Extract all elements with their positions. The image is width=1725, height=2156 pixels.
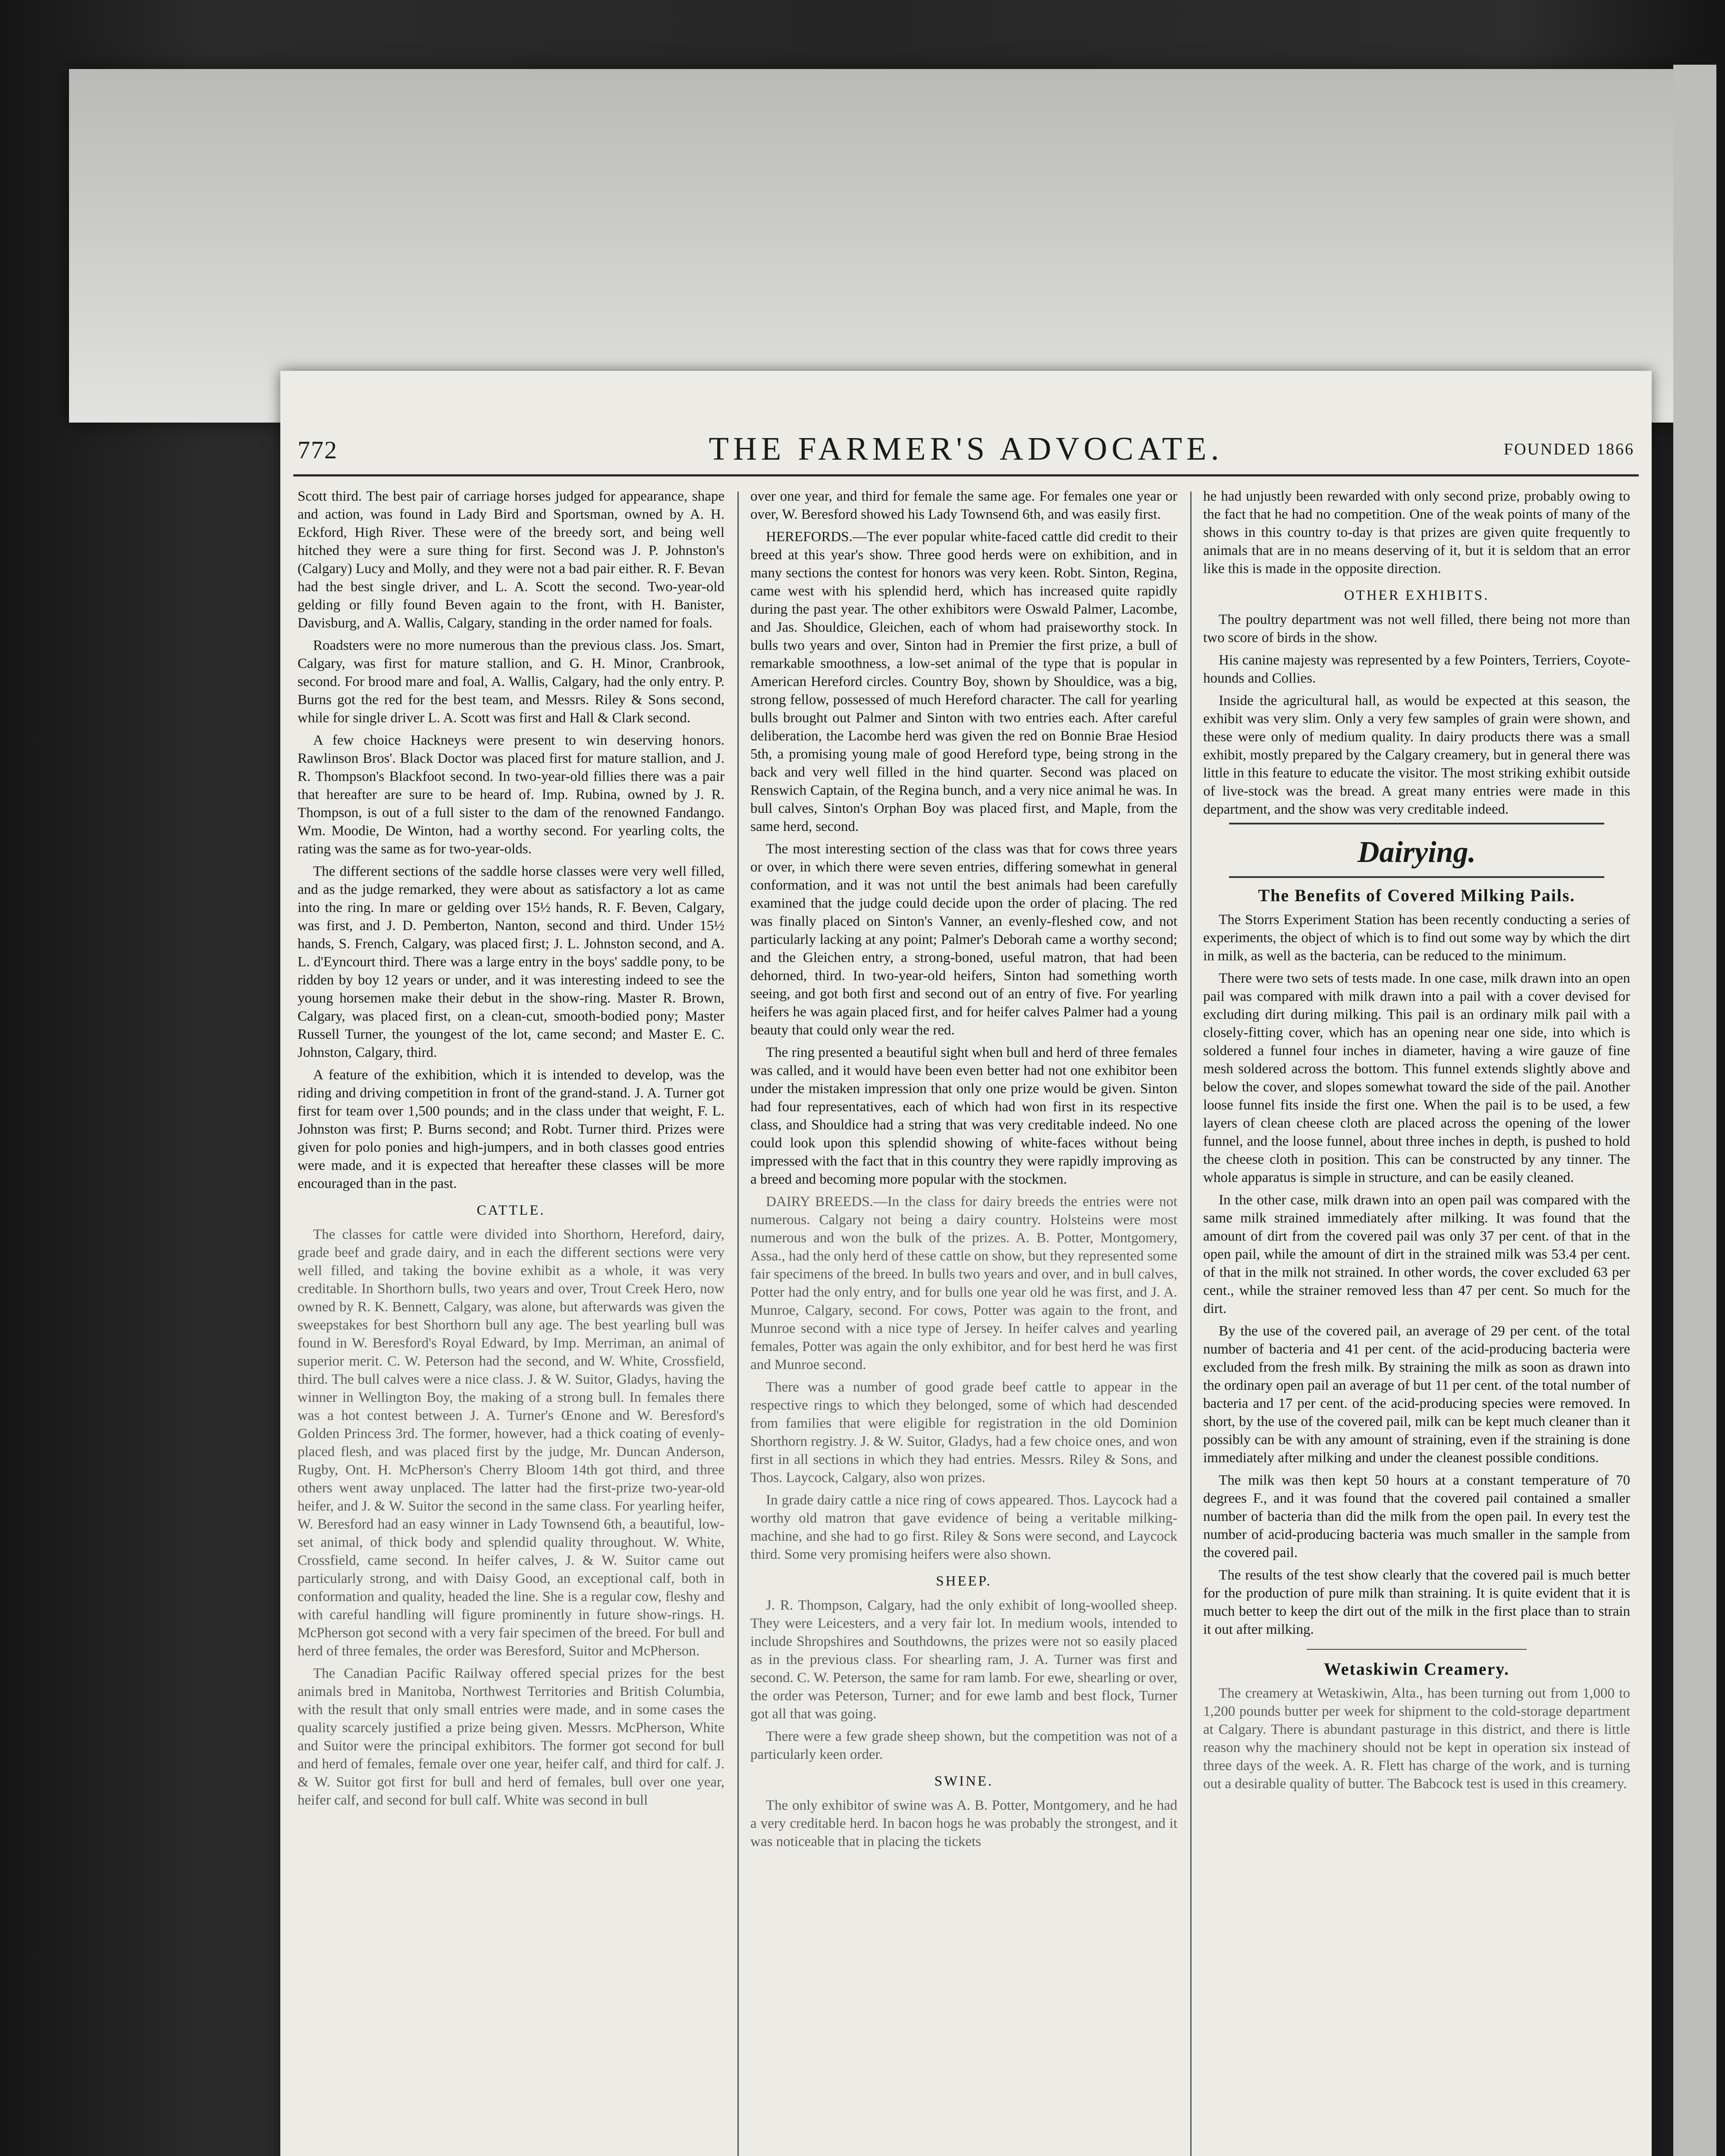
underlying-sheet-edge xyxy=(1673,65,1716,2156)
paragraph: The only exhibitor of swine was A. B. Potter, Montgomery, and he had a very creditable herd. In bacon hogs he was probably the strongest, and it was noticeable that in placing the tickets xyxy=(750,1798,1177,1849)
column-2 xyxy=(750,487,1177,2156)
paragraph: over one year, and third for female the same age. For females one year or over, W. Beresford showed his Lady Townsend 6th, and was easily first. xyxy=(750,489,1177,522)
newspaper-page xyxy=(280,371,1652,2156)
founded-line: FOUNDED 1866 xyxy=(1503,440,1634,458)
dairy-breeds-paragraph: DAIRY BREEDS.—In the class for dairy breeds the entries were not numerous. Calgary not being a dairy country. Holsteins were most numerous and won the bulk of the prizes. A. B. Potter, Montgomery, Assa., had the only herd of these cattle on show, but they represented some fair specimens of the breed. In bulls two years and over, and in bull calves, Potter had the only entry, and for bulls one year old he was first, and J. A. Munroe, Calgary, second. For cows, Potter was again to the front, and Munroe second with a nice type of Jersey. In heifer calves and yearling females, Potter was again the only exhibitor, and for best herd he was first and Munroe second. xyxy=(750,1194,1177,1373)
other-exhibits-heading: OTHER EXHIBITS. xyxy=(1344,588,1490,603)
department-rule xyxy=(1229,823,1604,824)
paragraph: The Storrs Experiment Station has been recently conducting a series of experiments, the object of which is to find out some way by which the dirt in milk, as well as the bacteria, can be reduced to the minimum. xyxy=(1203,912,1630,964)
paragraph: A feature of the exhibition, which it is intended to develop, was the riding and driving competition in front of the grand-stand. J. A. Turner got first for team over 1,500 pounds; and in the class under that weight, F. L. Johnston was first; P. Burns second; and Robt. Turner third. Prizes were given for polo ponies and high-jumpers, and in both classes good entries were made, and it is expected that hereafter these classes will be more encouraged than in the past. xyxy=(298,1067,724,1191)
underlying-sheet xyxy=(69,69,1690,423)
paragraph: His canine majesty was represented by a few Pointers, Terriers, Coyote-hounds and Collies. xyxy=(1203,652,1630,686)
column-rule xyxy=(1190,492,1192,2156)
paragraph: The ring presented a beautiful sight when bull and herd of three females was called, and it would have been even better had not one exhibitor been under the mistaken impression that only one prize would be given. Sinton had four representatives, each of which had won first in its respective class, and Shouldice had a string that was very creditable indeed. No one could look upon this splendid showing of white-faces without being impressed with the fact that in this country they were rapidly improving as a breed and becoming more popular with the stockmen. xyxy=(750,1045,1177,1187)
article-heading: Wetaskiwin Creamery. xyxy=(1324,1659,1510,1679)
herefords-paragraph: HEREFORDS.—The ever popular white-faced cattle did credit to their breed at this year's show. Three good herds were on exhibition, and in many sections the contest for honors was very keen. Robt. Sinton, Regina, came west with his splendid herd, which has increased quite rapidly during the past year. The other exhibitors were Oswald Palmer, Lacombe, and Jas. Shouldice, Gleichen, each of whom had praiseworthy stock. In bulls two years and over, Sinton had in Premier the first prize, a bull of remarkable smoothness, a low-set animal of the type that is popular in American Hereford circles. Country Boy, shown by Shouldice, was a big, strong fellow, possessed of much Hereford character. The call for yearling bulls brought out Palmer and Sinton with two entries each. After careful deliberation, the Lacombe herd was given the red on Bonnie Brae Hesiod 5th, a promising young male of good Hereford type, being strong in the back and very well filled in the hind quarter. Second was placed on Renswich Captain, of the Regina bunch, and a very nice animal he was. In bull calves, Sinton's Orphan Boy was placed first, and Maple, from the same herd, second. xyxy=(750,529,1177,834)
paragraph: By the use of the covered pail, an average of 29 per cent. of the total number of bacteria and 41 per cent. of the acid-producing bacteria were excluded from the fresh milk. By straining the milk as soon as drawn into the ordinary open pail an average of but 11 per cent. of the total number of bacteria and 17 per cent. of the acid-producing species were removed. In short, by the use of the covered pail, milk can be kept much cleaner than it possibly can be with any amount of straining, even if the straining is done immediately after milking and under the cleanest possible conditions. xyxy=(1203,1323,1630,1466)
article-rule xyxy=(1307,1649,1527,1650)
department-heading: Dairying. xyxy=(1357,836,1476,869)
paragraph: The milk was then kept 50 hours at a constant temperature of 70 degrees F., and it was found that the covered pail contained a smaller number of bacteria than did the milk from the open pail. In every test the number of acid-producing bacteria was much smaller in the sample from the covered pail. xyxy=(1203,1473,1630,1561)
paragraph: J. R. Thompson, Calgary, had the only exhibit of long-woolled sheep. They were Leicesters, and a very fair lot. In medium wools, intended to include Shropshires and Southdowns, the prizes were not so easily placed as in the previous class. For shearling ram, J. A. Turner was first and second. C. W. Peterson, the same for ram lamb. For ewe, shearling or over, the order was Peterson, Turner; and for ewe lamb and best flock, Turner got all that was going. xyxy=(750,1598,1177,1722)
page-number: 772 xyxy=(298,436,338,464)
paragraph: The most interesting section of the class was that for cows three years or over, in which there were seven entries, differing somewhat in general conformation, and it was not until the best animals had been carefully examined that the judge could decide upon the order of placing. The red was finally placed on Sinton's Vanner, an evenly-fleshed cow, and not particularly lacking at any point; Palmer's Deborah came a worthy second; and the Gleichen entry, a strong-boned, useful matron, that had been dehorned, third. In two-year-old heifers, Sinton had something worth seeing, and got both first and second out of an entry of five. For yearling heifers he was again placed first, and for heifer calves Palmer had a young beauty that could only wear the red. xyxy=(750,841,1177,1038)
page-header xyxy=(280,427,1652,466)
paragraph: In grade dairy cattle a nice ring of cows appeared. Thos. Laycock had a worthy old matron that gave evidence of being a veritable milking-machine, and she had to go first. Riley & Sons were second, and Laycock third. Some very promising heifers were also shown. xyxy=(750,1492,1177,1562)
paragraph: There were a few grade sheep shown, but the competition was not of a particularly keen order. xyxy=(750,1729,1177,1762)
column-1 xyxy=(298,487,724,2156)
paragraph: There were two sets of tests made. In one case, milk drawn into an open pail was compared with milk drawn into a pail with a cover devised for excluding dirt during milking. This pail is an ordinary milk pail with a closely-fitting cover, which has an opening near one side, into which is soldered a funnel four inches in diameter, having a wire gauze of fine mesh soldered across the bottom. This funnel extends slightly above and below the cover, and slopes somewhat toward the side of the pail. Another loose funnel fits inside the first one. When the pail is to be used, a few layers of clean cheese cloth are placed across the opening of the lower funnel, and the loose funnel, about three inches in depth, is pushed to hold the cheese cloth in position. This can be constructed by any tinner. The whole apparatus is simple in structure, and can be easily cleaned. xyxy=(1203,971,1630,1185)
department-rule xyxy=(1229,876,1604,878)
sheep-heading: SHEEP. xyxy=(936,1573,992,1589)
paragraph: The poultry department was not well filled, there being not more than two score of birds in the show. xyxy=(1203,612,1630,646)
paragraph: A few choice Hackneys were present to win deserving honors. Rawlinson Bros'. Black Doctor was placed first for mature stallion, and J. R. Thompson's Blackfoot second. In two-year-old fillies there was a pair that hereafter are sure to be heard of. Imp. Rubina, owned by J. R. Thompson, is out of a full sister to the dam of the renowned Fandango. Wm. Moodie, De Winton, had a worthy second. For yearling colts, the rating was the same as for two-year-olds. xyxy=(298,733,724,857)
paragraph: Roadsters were no more numerous than the previous class. Jos. Smart, Calgary, was first for mature stallion, and G. H. Minor, Cranbrook, second. For brood mare and foal, A. Wallis, Calgary, had the only entry. P. Burns got the red for the best team, and Messrs. Riley & Sons second, while for single driver L. A. Scott was first and Hall & Clark second. xyxy=(298,638,724,726)
paragraph: Inside the agricultural hall, as would be expected at this season, the exhibit was very slim. Only a very few samples of grain were shown, and these were only of medium quality. In dairy products there was a small exhibit, mostly prepared by the Calgary creamery, but in general there was little in this feature to educate the visitor. The most striking exhibit outside of live-stock was the bread. A great many entries were made in this department, and the show was very creditable indeed. xyxy=(1203,693,1630,817)
paragraph: The classes for cattle were divided into Shorthorn, Hereford, dairy, grade beef and grade dairy, and in each the different sections were very well filled, and taking the bovine exhibit as a whole, it was very creditable. In Shorthorn bulls, two years and over, Trout Creek Hero, now owned by R. K. Bennett, Calgary, was alone, but afterwards was given the sweepstakes for best Shorthorn bull any age. The best yearling bull was found in W. Beresford's Royal Edward, by Imp. Merriman, an animal of superior merit. C. W. Peterson had the second, and W. White, Crossfield, third. The bull calves were a nice class. J. & W. Suitor, Gladys, having the winner in Wellington Boy, the making of a strong bull. In females there was a hot contest between J. A. Turner's Œnone and W. Beresford's Golden Princess 3rd. The former, however, had a thick coating of evenly-placed flesh, and was placed first by the judge, Mr. Duncan Anderson, Rugby, Ont. H. McPherson's Cherry Bloom 14th got third, and three others went away unplaced. The latter had the first-prize two-year-old heifer, and J. & W. Suitor the second in the same class. For yearling heifer, W. Beresford had an easy winner in Lady Townsend 6th, a beautiful, low-set animal, of thick body and splendid quality throughout. W. White, Crossfield, came second. In heifer calves, J. & W. Suitor came out particularly strong, and with Daisy Good, an exceptional calf, both in conformation and quality, headed the line. She is a regular cow, fleshy and with careful handling will figure prominently in future show-rings. H. McPherson got second with a very fair specimen of the breed. For bull and herd of three females, the order was Beresford, Suitor and McPherson. xyxy=(298,1227,724,1659)
paragraph: In the other case, milk drawn into an open pail was compared with the same milk strained immediately after milking. It was found that the amount of dirt from the covered pail was only 37 per cent. of that in the open pail, while the amount of dirt in the strained milk was 53.4 per cent. of that in the milk not strained. In other words, the cover excluded 63 per cent., while the strainer removed less than 47 per cent. So much for the dirt. xyxy=(1203,1192,1630,1316)
paragraph: Scott third. The best pair of carriage horses judged for appearance, shape and action, was found in Lady Bird and Sportsman, owned by A. H. Eckford, High River. These were of the breedy sort, and being well hitched they were a sure thing for first. Second was J. P. Johnston's (Calgary) Lucy and Molly, and they were not a bad pair either. R. F. Bevan had the best single driver, and L. A. Scott the second. Two-year-old gelding or filly found Beven again to the front, with H. Banister, Davisburg, and A. Wallis, Calgary, standing in the order named for foals. xyxy=(298,489,724,631)
paragraph: he had unjustly been rewarded with only second prize, probably owing to the fact that he had no competition. One of the weak points of many of the shows in this country to-day is that prizes are given quite frequently to animals that are in no means deserving of it, but it is seldom that an error like this is made in the opposite direction. xyxy=(1203,489,1630,577)
publication-title: THE FARMER'S ADVOCATE. xyxy=(709,431,1223,467)
header-rule xyxy=(293,474,1639,476)
article-heading: The Benefits of Covered Milking Pails. xyxy=(1258,886,1575,905)
swine-heading: SWINE. xyxy=(934,1774,994,1789)
paragraph: The results of the test show clearly that the covered pail is much better for the production of pure milk than straining. It is quite evident that it is much better to keep the dirt out of the milk in the first place than to strain it out after milking. xyxy=(1203,1567,1630,1637)
columns xyxy=(298,487,1634,2156)
paragraph: The different sections of the saddle horse classes were very well filled, and as the judge remarked, they were about as satisfactory a lot as came into the ring. In mare or gelding over 15½ hands, R. F. Beven, Calgary, was first, and J. D. Pemberton, Nanton, second and third. Under 15½ hands, S. French, Calgary, was placed first; J. L. Johnston second, and A. L. d'Eyncourt third. There was a large entry in the boys' saddle pony, to be ridden by boy 12 years or under, and it was interesting indeed to see the young horsemen make their debut in the show-ring. Master R. Brown, Calgary, was placed first, on a clean-cut, smooth-bodied pony; Master Russell Turner, the youngest of the lot, came second; and Master E. C. Johnston, Calgary, third. xyxy=(298,864,724,1060)
cattle-heading: CATTLE. xyxy=(477,1203,546,1218)
paragraph: There was a number of good grade beef cattle to appear in the respective rings to which they belonged, some of which had descended from families that were eligible for registration in the old Dominion Shorthorn registry. J. & W. Suitor, Gladys, had a few choice ones, and won first in all sections in which they had entries. Messrs. Riley & Sons, and Thos. Laycock, Calgary, also won prizes. xyxy=(750,1379,1177,1485)
paragraph: The Canadian Pacific Railway offered special prizes for the best animals bred in Manitoba, Northwest Territories and British Columbia, with the result that only small entries were made, and in some cases the quality scarcely justified a prize being given. Messrs. McPherson, White and Suitor were the principal exhibitors. The former got second for bull and herd of females, female over one year, heifer calf, and third for calf. J. & W. Suitor got first for bull and herd of females, bull over one year, heifer calf, and second for bull calf. White was second in bull xyxy=(298,1666,724,1808)
paragraph: The creamery at Wetaskiwin, Alta., has been turning out from 1,000 to 1,200 pounds butter per week for shipment to the cold-storage department at Calgary. There is abundant pasturage in this district, and there is little reason why the machinery should not be kept in operation six instead of three days of the week. A. R. Flett has charge of the work, and is turning out a desirable quality of butter. The Babcock test is used in this creamery. xyxy=(1203,1686,1630,1792)
column-rule xyxy=(737,492,739,2156)
column-3 xyxy=(1203,487,1630,2156)
